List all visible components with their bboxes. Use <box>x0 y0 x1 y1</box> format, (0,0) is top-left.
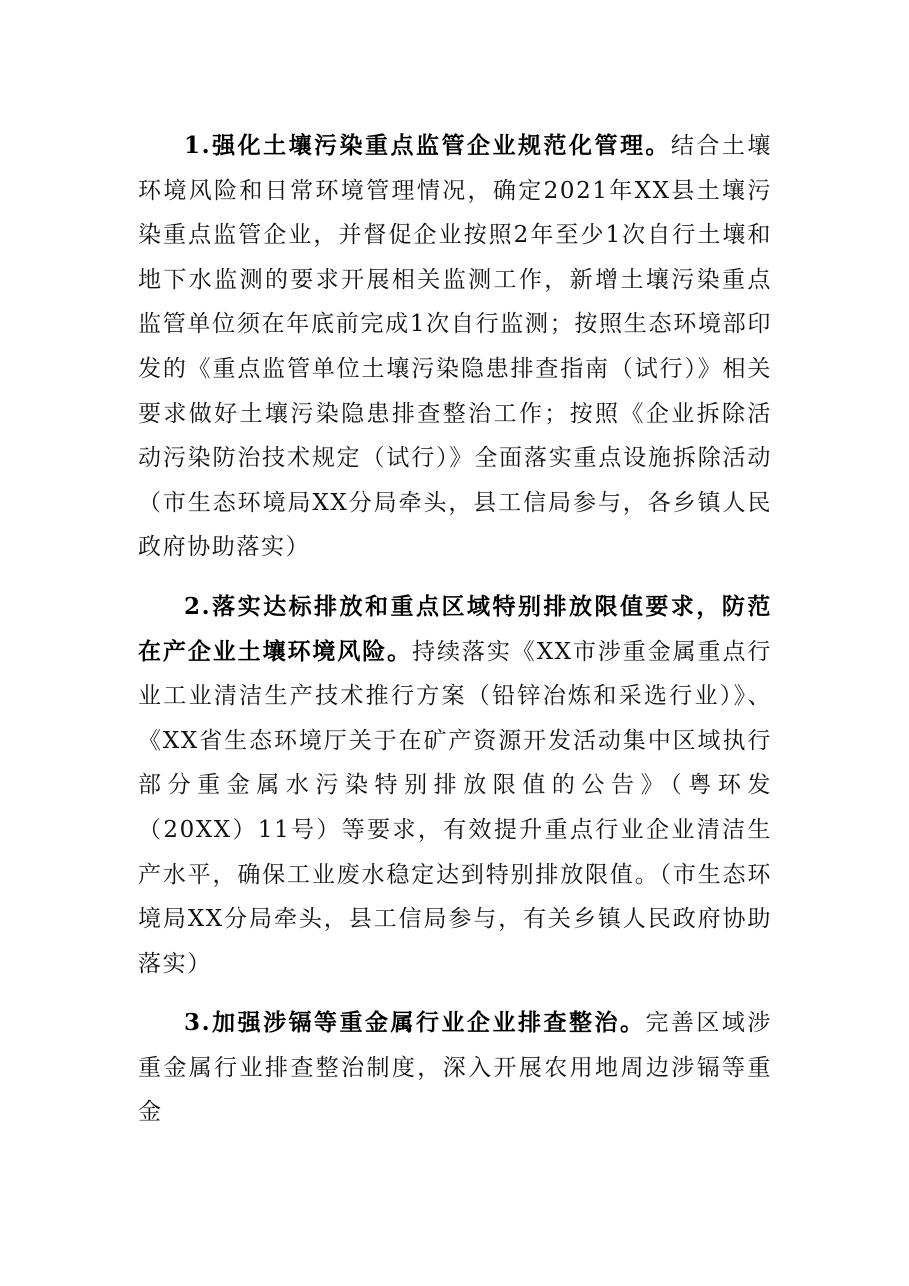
paragraph-soil-key-enterprises <box>138 124 772 570</box>
paragraph-cadmium-inspection <box>138 1001 772 1135</box>
paragraph-heading: 3.加强涉镉等重金属行业企业排查整治。 <box>184 1009 646 1037</box>
paragraph-emission-limits <box>138 585 772 986</box>
document-body <box>138 124 772 1150</box>
paragraph-heading: 2.落实达标排放和重点区域特别排放限值要求，防范在产企业土壤环境风险。 <box>138 592 772 665</box>
paragraph-heading: 1.强化土壤污染重点监管企业规范化管理。 <box>184 132 671 159</box>
paragraph-text: 结合土壤环境风险和日常环境管理情况，确定2021年XX县土壤污染重点监管企业，并督促企业按照2年至少1次自行土壤和地下水监测的要求开展相关监测工作，新增土壤污染重点监管单位须在年底前完成1次自行监测；按照生态环境部印发的《重点监管单位土壤污染隐患排查指南（试行）》相关要求做好土壤污染隐患排查整治工作；按照《企业拆除活动污染防治技术规定（试行）》全面落实重点设施拆除活动（市生态环境局XX分局牵头，县工信局参与，各乡镇人民政府协助落实） <box>138 133 772 561</box>
paragraph-text: 持续落实《XX市涉重金属重点行业工业清洁生产技术推行方案（铅锌冶炼和采选行业）》、《XX省生态环境厅关于在矿产资源开发活动集中区域执行部分重金属水污染特别排放限值的公告》（粤环发（20XX）11号）等要求，有效提升重点行业企业清洁生产水平，确保工业废水稳定达到特别排放限值。（市生态环境局XX分局牵头，县工信局参与，有关乡镇人民政府协助落实） <box>138 638 772 977</box>
paragraph-text: 完善区域涉重金属行业排查整治制度，深入开展农用地周边涉镉等重金 <box>138 1010 772 1126</box>
